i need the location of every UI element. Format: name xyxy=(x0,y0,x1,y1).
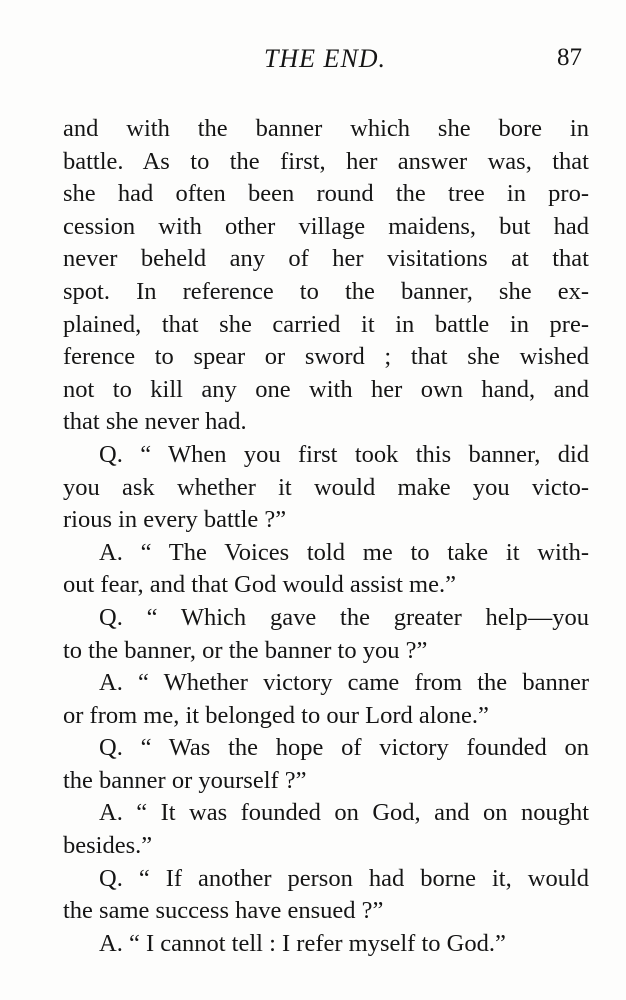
text-line: you ask whether it would make you victo- xyxy=(63,473,589,501)
page-header xyxy=(64,44,586,84)
text-line: that she never had. xyxy=(63,408,247,436)
text-line: Q. “ If another person had borne it, would xyxy=(99,864,589,892)
text-line: Q. “ Which gave the greater help—you xyxy=(99,603,589,631)
text-line: A. “ I cannot tell : I refer myself to God.” xyxy=(99,929,506,957)
text-line: not to kill any one with her own hand, and xyxy=(63,375,589,403)
text-line: to the banner, or the banner to you ?” xyxy=(63,636,428,664)
text-line: spot. In reference to the banner, she ex- xyxy=(63,277,589,305)
text-line: ference to spear or sword ; that she wished xyxy=(63,343,589,371)
page-number: 87 xyxy=(557,44,582,71)
text-line: and with the banner which she bore in xyxy=(63,115,589,142)
text-line: A. “ Whether victory came from the banner xyxy=(99,669,589,697)
text-line: the same success have ensued ?” xyxy=(63,897,384,925)
text-line: out fear, and that God would assist me.” xyxy=(63,571,456,599)
text-line: cession with other village maidens, but had xyxy=(63,212,589,240)
text-line: Q. “ When you first took this banner, did xyxy=(99,440,589,468)
text-line: Q. “ Was the hope of victory founded on xyxy=(99,734,589,762)
body-text xyxy=(63,113,589,960)
text-line: the banner or yourself ?” xyxy=(63,766,307,794)
text-line: or from me, it belonged to our Lord alone.” xyxy=(63,701,489,729)
text-line: plained, that she carried it in battle in pre- xyxy=(63,310,589,338)
running-title: THE END. xyxy=(263,44,387,73)
text-line: battle. As to the first, her answer was, that xyxy=(63,147,589,175)
text-line: A. “ The Voices told me to take it with- xyxy=(99,538,589,566)
text-line: besides.” xyxy=(63,832,153,860)
text-line: rious in every battle ?” xyxy=(63,506,287,534)
text-line: she had often been round the tree in pro- xyxy=(63,180,589,208)
text-line: never beheld any of her visitations at that xyxy=(63,245,589,273)
text-line: A. “ It was founded on God, and on nought xyxy=(99,799,589,827)
